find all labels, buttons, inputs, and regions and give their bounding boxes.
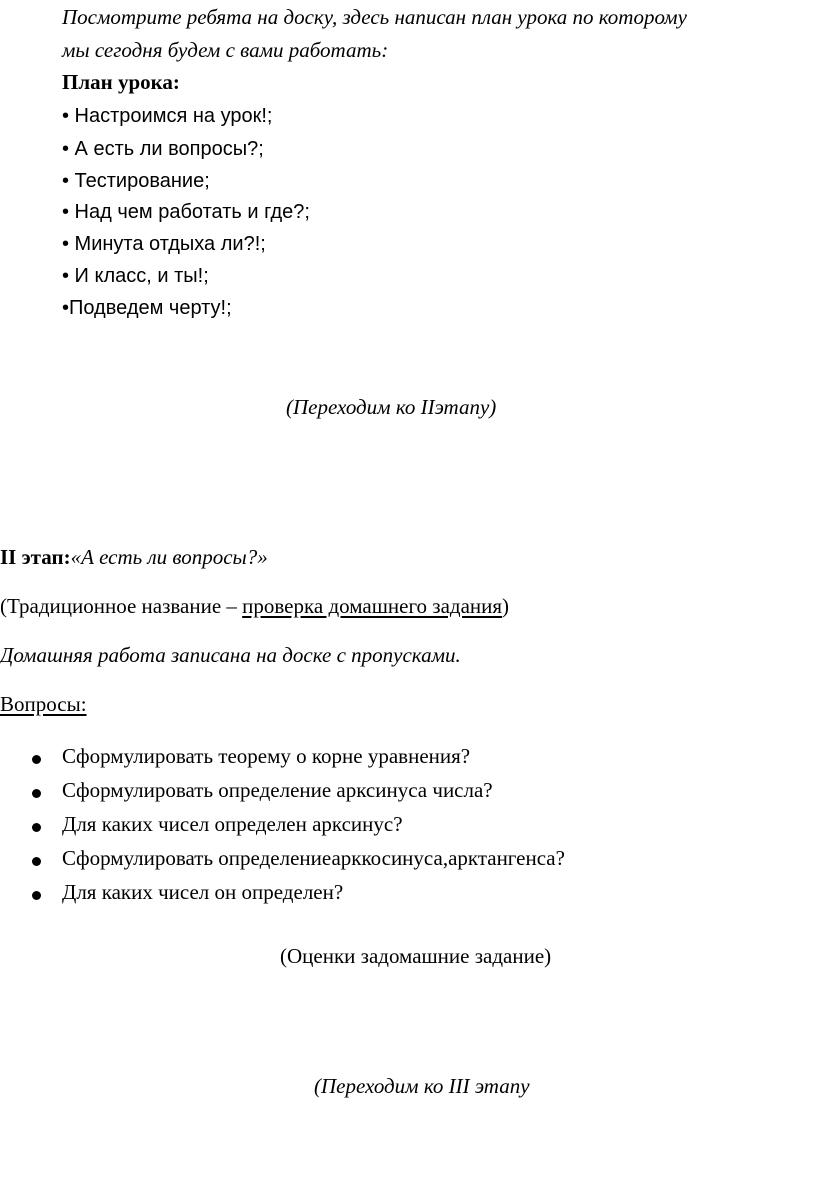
- transition-stage-2: (Переходим ко IIэтапу): [286, 395, 497, 419]
- plan-title: План урока:: [62, 70, 180, 94]
- intro-line-1: Посмотрите ребята на доску, здесь написан план урока по которому: [62, 5, 687, 29]
- stage-2-label: II этап:: [0, 545, 71, 569]
- plan-item: • Над чем работать и где?;: [62, 201, 310, 223]
- question-item: Для каких чисел он определен?: [62, 880, 344, 904]
- plan-item: • Тестирование;: [62, 170, 210, 192]
- traditional-open: (Традиционное название –: [0, 594, 243, 618]
- bullet-icon: [32, 755, 41, 764]
- plan-item: • Настроимся на урок!;: [62, 105, 273, 127]
- question-item: Для каких чисел определен арксинус?: [62, 812, 403, 836]
- bullet-icon: [32, 857, 41, 866]
- plan-item: •Подведем черту!;: [62, 297, 232, 319]
- grades-note: (Оценки задомашние задание): [280, 944, 552, 968]
- homework-note: Домашняя работа записана на доске с пропусками.: [0, 643, 461, 667]
- stage-2-title: «А есть ли вопросы?»: [70, 545, 268, 569]
- question-item: Сформулировать теорему о корне уравнения?: [62, 744, 471, 768]
- traditional-close: ): [502, 594, 510, 618]
- question-item: Сформулировать определениеарккосинуса,арктангенса?: [62, 846, 565, 870]
- bullet-icon: [32, 823, 41, 832]
- question-item: Сформулировать определение арксинуса числа?: [62, 778, 493, 802]
- stage-2-heading: [0, 545, 268, 570]
- bullet-icon: [32, 789, 41, 798]
- questions-heading: Вопросы:: [0, 692, 87, 716]
- homework-check-link: проверка домашнего задания: [242, 594, 503, 618]
- intro-line-2: мы сегодня будем с вами работать:: [62, 38, 389, 62]
- plan-item: • Минута отдыха ли?!;: [62, 233, 266, 255]
- transition-stage-3: (Переходим ко III этапу: [314, 1074, 530, 1098]
- bullet-icon: [32, 891, 41, 900]
- traditional-name: [0, 594, 509, 619]
- plan-item: • И класс, и ты!;: [62, 265, 209, 287]
- plan-item: • А есть ли вопросы?;: [62, 138, 264, 160]
